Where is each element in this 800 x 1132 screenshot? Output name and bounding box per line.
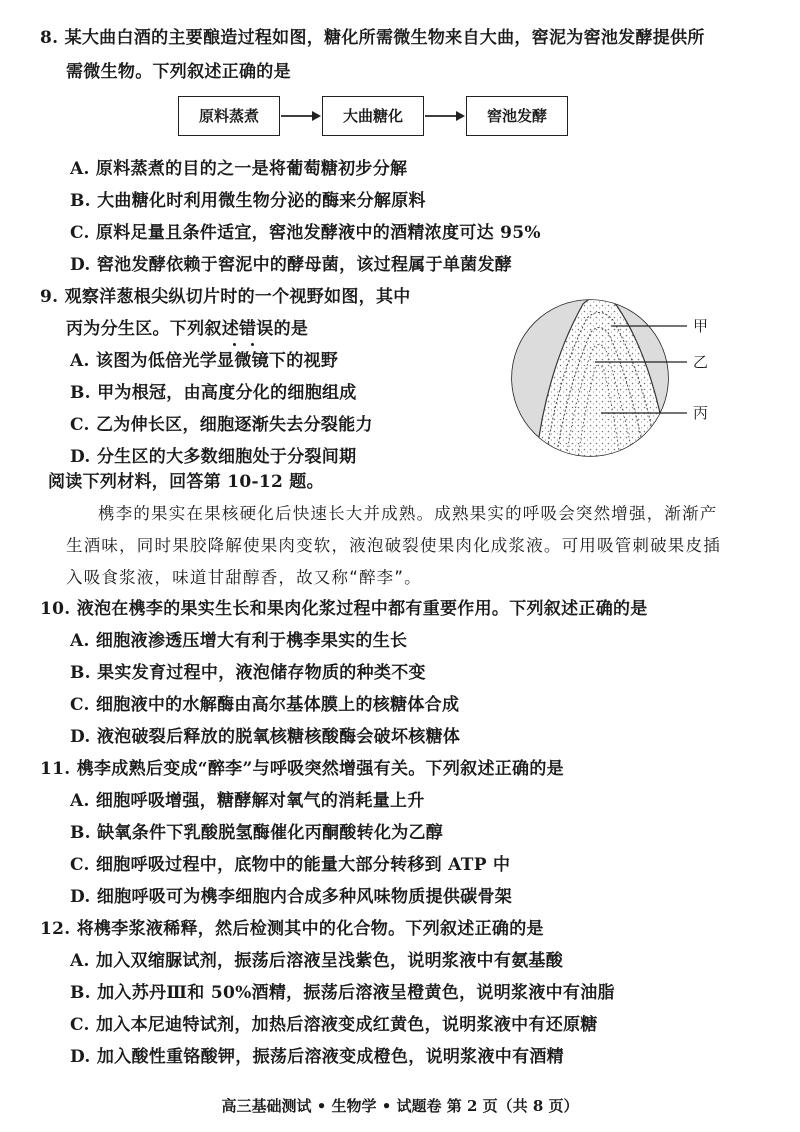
- q12-option-a: A. 加入双缩脲试剂，振荡后溶液呈浅紫色，说明浆液中有氨基酸: [70, 951, 564, 971]
- q11-option-c: C. 细胞呼吸过程中，底物中的能量大部分转移到 ATP 中: [70, 855, 511, 875]
- emphasis-dot: [233, 343, 236, 346]
- label-yi: 乙: [693, 353, 709, 371]
- q12-option-d: D. 加入酸性重铬酸钾，振荡后溶液变成橙色，说明浆液中有酒精: [70, 1047, 564, 1067]
- flow-step-1: 原料蒸煮: [178, 96, 280, 136]
- q9-option-a: A. 该图为低倍光学显微镜下的视野: [70, 351, 339, 371]
- emphasis-dot: [251, 343, 254, 346]
- passage-line-2: 生酒味，同时果胶降解使果肉变软，液泡破裂使果肉化成浆液。可用吸管刺破果皮插: [66, 536, 721, 555]
- label-jia: 甲: [693, 317, 709, 335]
- q8-option-a: A. 原料蒸煮的目的之一是将葡萄糖初步分解: [70, 159, 408, 179]
- flow-arrows: [0, 0, 800, 160]
- label-bing: 丙: [693, 404, 709, 422]
- q12-stem: 12. 将槜李浆液稀释，然后检测其中的化合物。下列叙述正确的是: [40, 919, 544, 939]
- q10-option-d: D. 液泡破裂后释放的脱氧核糖核酸酶会破坏核糖体: [70, 727, 461, 747]
- q8-stem-line1: 8. 某大曲白酒的主要酿造过程如图，糖化所需微生物来自大曲，窖泥为窖池发酵提供所: [40, 28, 705, 48]
- root-tip-micrograph: [505, 292, 745, 472]
- q9-option-d: D. 分生区的大多数细胞处于分裂间期: [70, 447, 357, 467]
- q10-option-a: A. 细胞液渗透压增大有利于槜李果实的生长: [70, 631, 408, 651]
- root-tip-image: [505, 292, 705, 472]
- q9-stem-line1: 9. 观察洋葱根尖纵切片时的一个视野如图，其中: [40, 287, 411, 307]
- q11-stem: 11. 槜李成熟后变成“醉李”与呼吸突然增强有关。下列叙述正确的是: [40, 759, 564, 779]
- arrow-right-icon: [425, 111, 465, 121]
- arrow-right-icon: [281, 111, 321, 121]
- q11-option-b: B. 缺氧条件下乳酸脱氢酶催化丙酮酸转化为乙醇: [70, 823, 444, 843]
- flow-step-2: 大曲糖化: [322, 96, 424, 136]
- q11-option-a: A. 细胞呼吸增强，糖酵解对氧气的消耗量上升: [70, 791, 425, 811]
- passage-line-3: 入吸食浆液，味道甘甜醇香，故又称“醉李”。: [66, 568, 422, 587]
- q10-stem: 10. 液泡在槜李的果实生长和果肉化浆过程中都有重要作用。下列叙述正确的是: [40, 599, 648, 619]
- q12-option-b: B. 加入苏丹Ⅲ和 50%酒精，振荡后溶液呈橙黄色，说明浆液中有油脂: [70, 983, 615, 1003]
- q12-option-c: C. 加入本尼迪特试剂，加热后溶液变成红黄色，说明浆液中有还原糖: [70, 1015, 598, 1035]
- q10-option-b: B. 果实发育过程中，液泡储存物质的种类不变: [70, 663, 426, 683]
- q8-stem-line2: 需微生物。下列叙述正确的是: [66, 62, 291, 82]
- q11-option-d: D. 细胞呼吸可为槜李细胞内合成多种风味物质提供碳骨架: [70, 887, 513, 907]
- reading-intro: 阅读下列材料，回答第 10-12 题。: [48, 472, 324, 492]
- q9-option-c: C. 乙为伸长区，细胞逐渐失去分裂能力: [70, 415, 373, 435]
- q9-option-b: B. 甲为根冠，由高度分化的细胞组成: [70, 383, 357, 403]
- page-footer: 高三基础测试 • 生物学 • 试题卷 第 2 页（共 8 页）: [221, 1097, 579, 1115]
- q8-option-b: B. 大曲糖化时利用微生物分泌的酶来分解原料: [70, 191, 426, 211]
- passage-line-1: 槜李的果实在果核硬化后快速长大并成熟。成熟果实的呼吸会突然增强，渐渐产: [98, 504, 718, 523]
- q8-option-d: D. 窖池发酵依赖于窖泥中的酵母菌，该过程属于单菌发酵: [70, 255, 513, 275]
- flow-step-3: 窖池发酵: [466, 96, 568, 136]
- q10-option-c: C. 细胞液中的水解酶由高尔基体膜上的核糖体合成: [70, 695, 460, 715]
- q9-stem-line2: 丙为分生区。下列叙述错误的是: [66, 319, 309, 339]
- q8-option-c: C. 原料足量且条件适宜，窖池发酵液中的酒精浓度可达 95%: [70, 223, 541, 243]
